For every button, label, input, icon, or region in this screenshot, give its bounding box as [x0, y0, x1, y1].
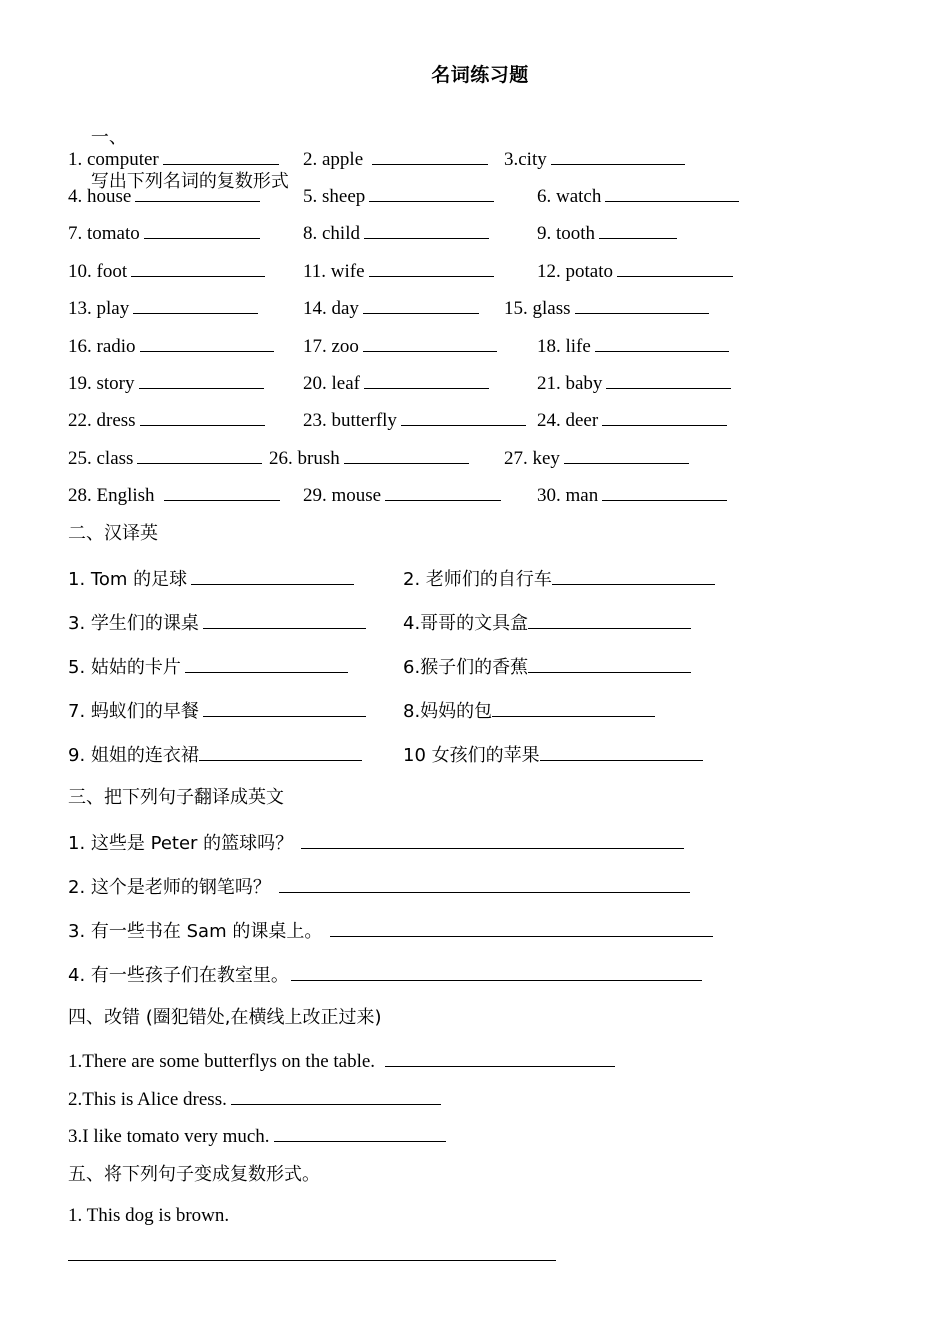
section4-heading: 四、改错 (圈犯错处,在横线上改正过来) — [68, 1007, 382, 1028]
answer-blank[interactable] — [139, 371, 264, 389]
answer-blank[interactable] — [203, 611, 366, 629]
plural-item — [68, 408, 265, 432]
answer-blank[interactable] — [492, 699, 655, 717]
plural-item — [303, 184, 494, 208]
plural-word: 4. house — [68, 186, 132, 207]
sentence-prompt: 2. 这个是老师的钢笔吗？ — [68, 877, 271, 898]
translate-prompt: 9. 姐姐的连衣裙 — [68, 745, 199, 766]
plural-word: 9. tooth — [537, 223, 596, 244]
translate-item — [68, 567, 354, 591]
plural-word: 1. computer — [68, 149, 159, 170]
translate-prompt: 3. 学生们的课桌 — [68, 613, 199, 634]
plural-sentence-item: 1. This dog is brown. — [68, 1205, 230, 1226]
correction-item — [68, 1087, 441, 1111]
answer-blank[interactable] — [602, 483, 727, 501]
sentence-prompt: 4. 有一些孩子们在教室里。 — [68, 965, 289, 986]
plural-word: 16. radio — [68, 336, 136, 357]
answer-blank[interactable] — [199, 743, 362, 761]
plural-word: 10. foot — [68, 261, 128, 282]
answer-blank[interactable] — [528, 655, 691, 673]
plural-word: 7. tomato — [68, 223, 140, 244]
answer-blank[interactable] — [364, 371, 489, 389]
translate-item — [68, 611, 366, 635]
plural-word: 30. man — [537, 485, 599, 506]
correction-item — [68, 1049, 615, 1073]
answer-blank[interactable] — [372, 147, 488, 165]
plural-item — [303, 221, 489, 245]
answer-blank[interactable] — [540, 743, 703, 761]
page-title: 名词练习题 — [431, 64, 529, 86]
correction-sentence: 1.There are some butterflys on the table. — [68, 1051, 376, 1072]
plural-item — [68, 334, 274, 358]
answer-blank[interactable] — [137, 446, 262, 464]
plural-word: 8. child — [303, 223, 360, 244]
plural-item — [537, 371, 731, 395]
answer-blank[interactable] — [369, 259, 494, 277]
plural-item — [68, 184, 260, 208]
answer-blank[interactable] — [605, 184, 739, 202]
plural-word: 24. deer — [537, 410, 599, 431]
plural-word: 17. zoo — [303, 336, 359, 357]
plural-item — [303, 483, 501, 507]
answer-blank[interactable] — [363, 334, 497, 352]
plural-sentence-answer — [68, 1243, 556, 1267]
answer-blank[interactable] — [330, 919, 713, 937]
answer-blank[interactable] — [606, 371, 731, 389]
correction-sentence: 3.I like tomato very much. — [68, 1126, 270, 1147]
plural-word: 12. potato — [537, 261, 613, 282]
answer-blank[interactable] — [385, 1049, 615, 1067]
translate-item — [68, 743, 362, 767]
plural-item — [68, 147, 279, 171]
answer-blank[interactable] — [363, 296, 479, 314]
answer-blank[interactable] — [301, 831, 684, 849]
translate-item — [403, 611, 691, 635]
answer-blank[interactable] — [140, 334, 274, 352]
plural-item — [537, 408, 727, 432]
translate-prompt: 6.猴子们的香蕉 — [403, 657, 529, 678]
translate-item — [68, 655, 348, 679]
section1-heading-num: 一、 — [90, 127, 127, 148]
answer-blank[interactable] — [131, 259, 265, 277]
answer-blank[interactable] — [564, 446, 689, 464]
translate-item — [403, 567, 715, 591]
answer-blank[interactable] — [274, 1124, 446, 1142]
plural-word: 15. glass — [504, 298, 571, 319]
plural-word: 2. apple — [303, 149, 364, 170]
answer-blank[interactable] — [279, 875, 690, 893]
plural-item — [504, 147, 685, 171]
sentence-prompt: 3. 有一些书在 Sam 的课桌上。 — [68, 921, 323, 942]
plural-word: 14. day — [303, 298, 359, 319]
plural-word: 25. class — [68, 448, 134, 469]
plural-item — [303, 296, 479, 320]
plural-item — [303, 334, 497, 358]
sentence-item — [68, 963, 702, 987]
answer-blank[interactable] — [401, 408, 526, 426]
answer-blank[interactable] — [133, 296, 258, 314]
sentence-item — [68, 919, 713, 943]
translate-item — [68, 699, 366, 723]
plural-word: 28. English — [68, 485, 155, 506]
answer-blank[interactable] — [164, 483, 280, 501]
sentence-prompt: 1. 这些是 Peter 的篮球吗？ — [68, 833, 294, 854]
plural-item — [303, 259, 494, 283]
plural-word: 21. baby — [537, 373, 603, 394]
answer-blank[interactable] — [595, 334, 729, 352]
answer-blank[interactable] — [552, 567, 715, 585]
plural-item — [68, 296, 258, 320]
plural-item — [537, 483, 727, 507]
answer-blank[interactable] — [144, 221, 260, 239]
answer-blank[interactable] — [140, 408, 265, 426]
section1-heading-text: 写出下列名词的复数形式 — [90, 171, 289, 192]
plural-word: 19. story — [68, 373, 135, 394]
plural-item — [303, 147, 488, 171]
sentence-item — [68, 831, 684, 855]
plural-item — [68, 371, 264, 395]
answer-blank[interactable] — [385, 483, 501, 501]
plural-item — [537, 259, 733, 283]
plural-item — [303, 371, 489, 395]
answer-blank[interactable] — [602, 408, 727, 426]
answer-blank[interactable] — [185, 655, 348, 673]
plural-item — [68, 221, 260, 245]
plural-item — [269, 446, 469, 470]
answer-blank[interactable] — [191, 567, 354, 585]
translate-prompt: 7. 蚂蚁们的早餐 — [68, 701, 199, 722]
translate-prompt: 8.妈妈的包 — [403, 701, 493, 722]
answer-blank[interactable] — [617, 259, 733, 277]
plural-item — [68, 446, 262, 470]
answer-blank[interactable] — [528, 611, 691, 629]
plural-word: 27. key — [504, 448, 560, 469]
plural-word: 22. dress — [68, 410, 136, 431]
translate-item — [403, 655, 691, 679]
translate-prompt: 1. Tom 的足球 — [68, 569, 188, 590]
answer-blank[interactable] — [575, 296, 709, 314]
section5-heading: 五、将下列句子变成复数形式。 — [68, 1164, 320, 1185]
plural-word: 11. wife — [303, 261, 365, 282]
plural-item — [68, 483, 280, 507]
answer-blank[interactable] — [369, 184, 494, 202]
answer-blank[interactable] — [163, 147, 279, 165]
plural-word: 6. watch — [537, 186, 602, 207]
answer-blank[interactable] — [551, 147, 685, 165]
plural-item — [537, 221, 677, 245]
translate-item — [403, 743, 703, 767]
plural-word: 29. mouse — [303, 485, 382, 506]
plural-item — [68, 259, 265, 283]
translate-prompt: 4.哥哥的文具盒 — [403, 613, 529, 634]
plural-word: 18. life — [537, 336, 591, 357]
plural-item — [504, 446, 689, 470]
answer-blank[interactable] — [364, 221, 489, 239]
answer-blank[interactable] — [68, 1243, 556, 1261]
plural-word: 26. brush — [269, 448, 340, 469]
answer-blank[interactable] — [203, 699, 366, 717]
translate-prompt: 5. 姑姑的卡片 — [68, 657, 181, 678]
plural-word: 3.city — [504, 149, 547, 170]
correction-item — [68, 1124, 446, 1148]
plural-item — [537, 334, 729, 358]
plural-item — [537, 184, 739, 208]
answer-blank[interactable] — [291, 963, 702, 981]
plural-word: 20. leaf — [303, 373, 360, 394]
answer-blank[interactable] — [135, 184, 260, 202]
answer-blank[interactable] — [344, 446, 469, 464]
plural-word: 23. butterfly — [303, 410, 397, 431]
answer-blank[interactable] — [599, 221, 677, 239]
plural-item — [504, 296, 709, 320]
section2-heading: 二、汉译英 — [68, 523, 158, 544]
answer-blank[interactable] — [231, 1087, 441, 1105]
plural-word: 13. play — [68, 298, 130, 319]
plural-item — [303, 408, 526, 432]
sentence-item — [68, 875, 690, 899]
translate-prompt: 2. 老师们的自行车 — [403, 569, 552, 590]
translate-item — [403, 699, 655, 723]
correction-sentence: 2.This is Alice dress. — [68, 1089, 227, 1110]
plural-word: 5. sheep — [303, 186, 366, 207]
translate-prompt: 10 女孩们的苹果 — [403, 745, 540, 766]
section3-heading: 三、把下列句子翻译成英文 — [68, 787, 284, 808]
